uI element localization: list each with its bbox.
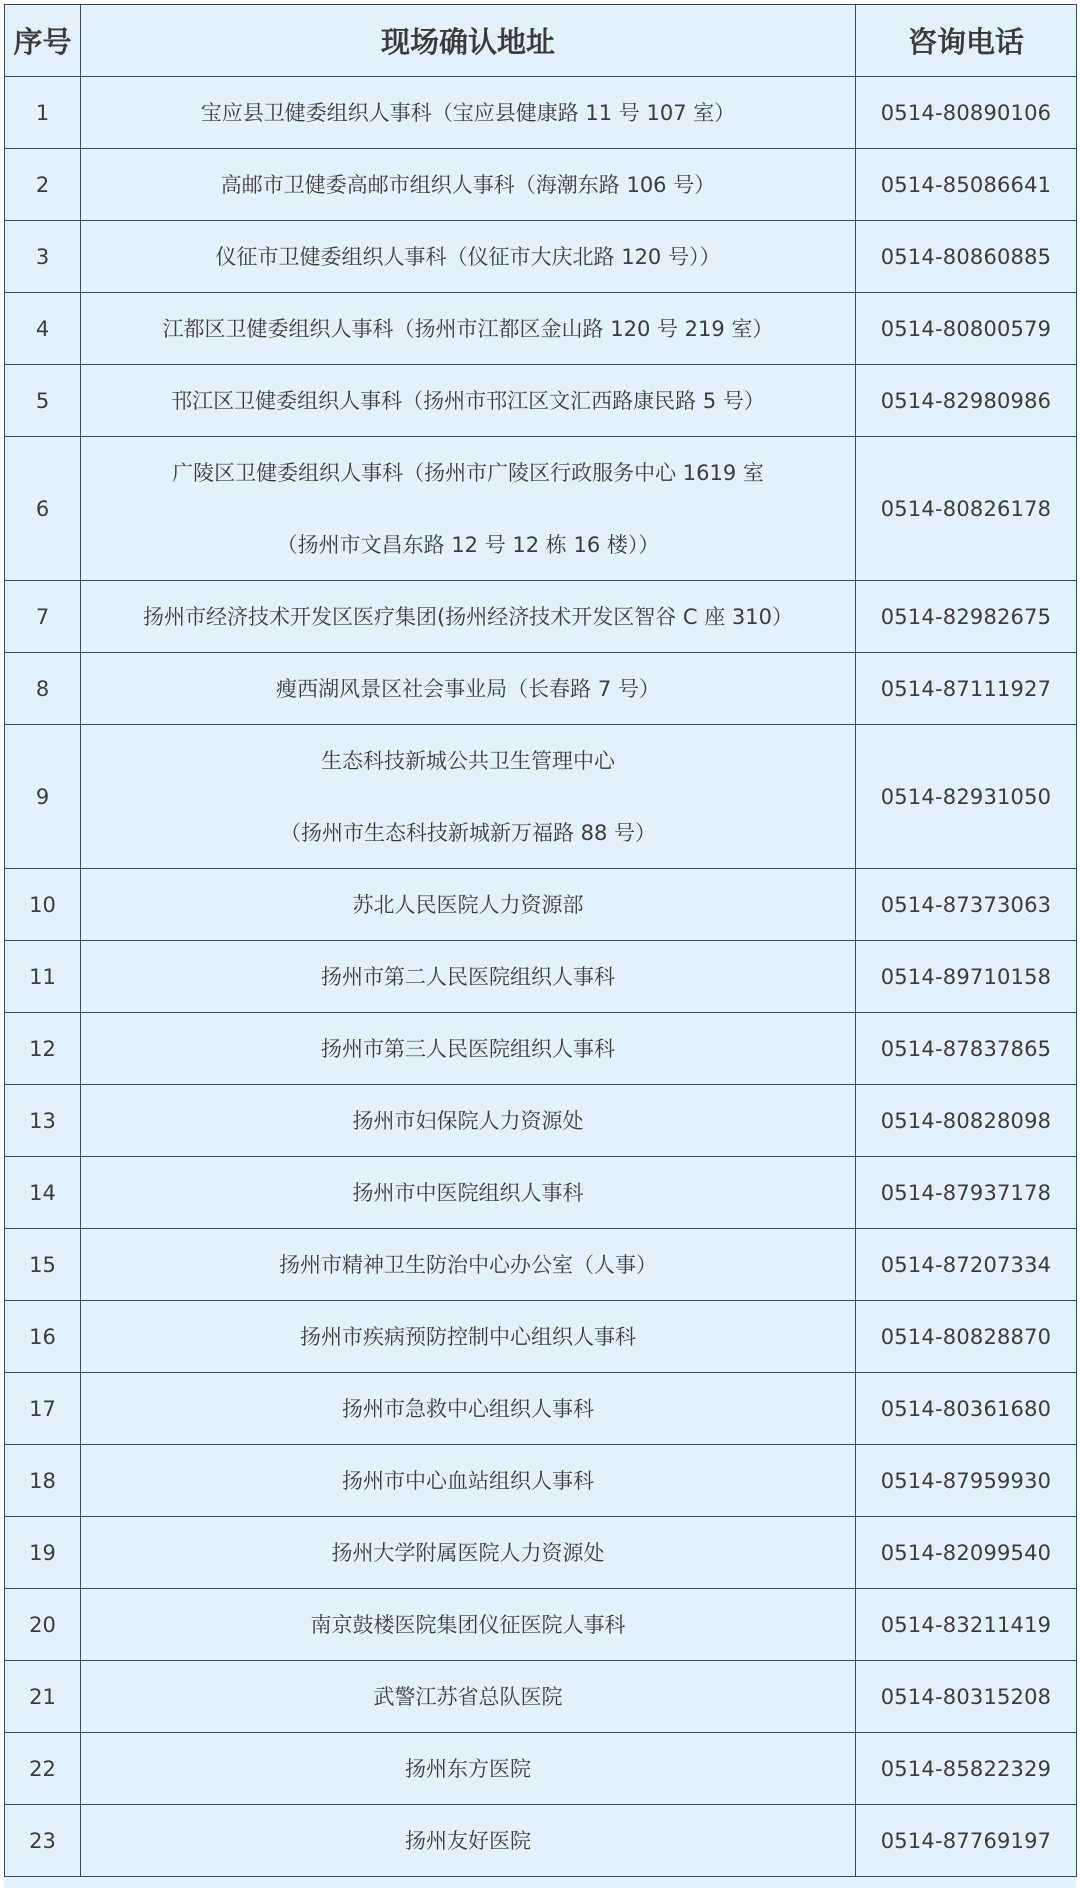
address-line: 南京鼓楼医院集团仪征医院人事科 [310,1612,626,1637]
row-number: 10 [5,869,81,941]
row-number: 22 [5,1733,81,1805]
table-row [5,941,1077,1013]
row-phone: 0514-85822329 [856,1733,1077,1805]
table-row [5,365,1077,437]
row-number: 7 [5,581,81,653]
address-line: （扬州市生态科技新城新万福路 88 号） [279,820,657,845]
row-address [81,293,856,365]
table-row [5,581,1077,653]
address-line: 生态科技新城公共卫生管理中心 [321,748,615,773]
row-address [81,941,856,1013]
row-number: 5 [5,365,81,437]
row-address [81,437,856,581]
row-address [81,1661,856,1733]
row-address [81,1805,856,1877]
row-phone: 0514-80315208 [856,1661,1077,1733]
row-number: 1 [5,77,81,149]
table-row [5,1445,1077,1517]
row-address [81,1733,856,1805]
row-phone: 0514-87837865 [856,1013,1077,1085]
table-row [5,869,1077,941]
row-phone: 0514-87207334 [856,1229,1077,1301]
address-line: 江都区卫健委组织人事科（扬州市江都区金山路 120 号 219 室） [162,316,774,341]
address-line: 扬州市中医院组织人事科 [352,1180,584,1205]
row-number: 13 [5,1085,81,1157]
row-address [81,1373,856,1445]
table-body [5,77,1077,1877]
row-address [81,77,856,149]
row-number: 14 [5,1157,81,1229]
row-address [81,365,856,437]
row-phone: 0514-80860885 [856,221,1077,293]
header-phone: 咨询电话 [856,5,1077,77]
row-address [81,1517,856,1589]
row-number: 3 [5,221,81,293]
row-number: 9 [5,725,81,869]
row-address [81,725,856,869]
row-phone: 0514-82099540 [856,1517,1077,1589]
address-line: 苏北人民医院人力资源部 [352,892,584,917]
row-number: 8 [5,653,81,725]
row-phone: 0514-80828098 [856,1085,1077,1157]
address-line: 扬州市第二人民医院组织人事科 [321,964,615,989]
row-phone: 0514-87937178 [856,1157,1077,1229]
table-row [5,1733,1077,1805]
table-row [5,1157,1077,1229]
table-row [5,1589,1077,1661]
address-line: 扬州市中心血站组织人事科 [342,1468,594,1493]
address-line: 仪征市卫健委组织人事科（仪征市大庆北路 120 号）） [215,244,721,269]
table-row [5,1085,1077,1157]
header-address: 现场确认地址 [81,5,856,77]
address-line: 邗江区卫健委组织人事科（扬州市邗江区文汇西路康民路 5 号） [171,388,765,413]
address-line: 宝应县卫健委组织人事科（宝应县健康路 11 号 107 室） [200,100,736,125]
row-number: 11 [5,941,81,1013]
address-line: 扬州市急救中心组织人事科 [342,1396,594,1421]
address-line: 高邮市卫健委高邮市组织人事科（海潮东路 106 号） [220,172,716,197]
address-line: 扬州市第三人民医院组织人事科 [321,1036,615,1061]
row-phone: 0514-82982675 [856,581,1077,653]
row-number: 23 [5,1805,81,1877]
table-header-row [5,5,1077,77]
row-phone: 0514-87769197 [856,1805,1077,1877]
table-row [5,653,1077,725]
row-address [81,1085,856,1157]
address-line: 扬州东方医院 [405,1756,531,1781]
address-line: 扬州市精神卫生防治中心办公室（人事） [279,1252,657,1277]
row-address [81,869,856,941]
row-number: 19 [5,1517,81,1589]
row-address [81,1589,856,1661]
table-row [5,221,1077,293]
row-phone: 0514-80826178 [856,437,1077,581]
row-phone: 0514-83211419 [856,1589,1077,1661]
row-address [81,149,856,221]
address-line: 扬州大学附属医院人力资源处 [331,1540,605,1565]
address-line: 武警江苏省总队医院 [373,1684,563,1709]
address-table-container [4,4,1076,1888]
table-row [5,437,1077,581]
row-phone: 0514-82980986 [856,365,1077,437]
table-row [5,77,1077,149]
row-address [81,1157,856,1229]
row-phone: 0514-80800579 [856,293,1077,365]
address-line: 广陵区卫健委组织人事科（扬州市广陵区行政服务中心 1619 室 [172,460,764,485]
row-phone: 0514-87111927 [856,653,1077,725]
row-number: 15 [5,1229,81,1301]
table-row [5,1661,1077,1733]
row-phone: 0514-87373063 [856,869,1077,941]
row-phone: 0514-80890106 [856,77,1077,149]
table-row [5,1517,1077,1589]
table-row [5,1301,1077,1373]
row-number: 17 [5,1373,81,1445]
table-row [5,1013,1077,1085]
row-address [81,581,856,653]
row-number: 21 [5,1661,81,1733]
row-number: 12 [5,1013,81,1085]
row-number: 2 [5,149,81,221]
row-number: 4 [5,293,81,365]
row-phone: 0514-82931050 [856,725,1077,869]
address-line: 扬州市疾病预防控制中心组织人事科 [300,1324,636,1349]
table-row [5,293,1077,365]
row-phone: 0514-80828870 [856,1301,1077,1373]
table-row [5,1229,1077,1301]
table-row [5,149,1077,221]
header-number: 序号 [5,5,81,77]
row-number: 16 [5,1301,81,1373]
row-number: 20 [5,1589,81,1661]
row-phone: 0514-87959930 [856,1445,1077,1517]
row-address [81,221,856,293]
row-address [81,1301,856,1373]
row-address [81,1445,856,1517]
address-line: 扬州友好医院 [405,1828,531,1853]
table-row [5,1373,1077,1445]
table-row [5,1805,1077,1877]
row-number: 18 [5,1445,81,1517]
address-table [4,4,1077,1877]
row-address [81,1013,856,1085]
row-phone: 0514-80361680 [856,1373,1077,1445]
table-row [5,725,1077,869]
row-phone: 0514-85086641 [856,149,1077,221]
row-number: 6 [5,437,81,581]
address-line: 瘦西湖风景区社会事业局（长春路 7 号） [276,676,660,701]
row-address [81,653,856,725]
address-line: 扬州市妇保院人力资源处 [352,1108,584,1133]
row-address [81,1229,856,1301]
address-line: （扬州市文昌东路 12 号 12 栋 16 楼）） [276,532,660,557]
row-phone: 0514-89710158 [856,941,1077,1013]
address-line: 扬州市经济技术开发区医疗集团(扬州经济技术开发区智谷 C 座 310） [143,604,793,629]
